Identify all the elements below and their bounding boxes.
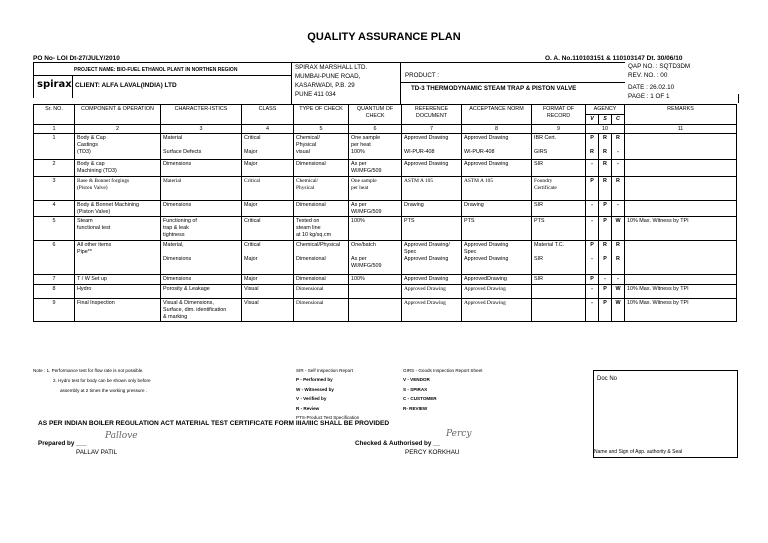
cell-c: R R xyxy=(612,241,625,275)
column-number-row xyxy=(34,124,737,134)
cell-fmt: Material T.C. SIR xyxy=(532,241,586,275)
cell-v: - xyxy=(586,299,599,322)
col-header-class: CLASS xyxy=(242,105,294,125)
prepared-name: PALLAV PATIL xyxy=(76,449,118,456)
cell-char: Functioning of trap & leak tightness xyxy=(161,217,242,241)
col-header-acceptance: ACCEPTANCE NORM xyxy=(462,105,532,125)
cell-type: Chemical/Physical Dimensional xyxy=(294,241,349,275)
col-number: 10 xyxy=(586,124,625,134)
cell-qty: 100% xyxy=(349,217,402,241)
table-row xyxy=(34,299,737,322)
cell-fmt: SIR xyxy=(532,275,586,285)
cell-fmt xyxy=(532,299,586,322)
cell-acc: Approved Drawing WI-PUR-408 xyxy=(462,134,532,160)
cell-comp: Steam functional test xyxy=(75,217,161,241)
col-number: 9 xyxy=(532,124,586,134)
vendor-road: MUMBAI-PUNE ROAD, xyxy=(295,73,361,80)
cell-acc: PTS xyxy=(462,217,532,241)
cell-char: Dimensions xyxy=(161,275,242,285)
client-name: CLIENT: ALFA LAVAL(INDIA) LTD xyxy=(75,82,177,89)
col-header-characteristics: CHARACTER-ISTICS xyxy=(161,105,242,125)
col-number: 11 xyxy=(625,124,737,134)
cell-comp: All other items Pipe** xyxy=(75,241,161,275)
product-name: TD-3 THERMODYNAMIC STEAM TRAP & PISTON VALVE xyxy=(411,85,577,92)
table-row xyxy=(34,200,737,217)
col-number: 1 xyxy=(34,124,75,134)
cell-sr: 7 xyxy=(34,275,75,285)
cell-cls: Critical Major xyxy=(242,241,294,275)
page-number: PAGE : 1 OF 1 xyxy=(628,93,670,100)
cell-fmt: PTS xyxy=(532,217,586,241)
legend-spirax: S - SPIRAX xyxy=(403,386,428,392)
cell-s: P xyxy=(599,200,612,217)
cell-s: R P xyxy=(599,241,612,275)
cell-fmt: Foundry Certificate xyxy=(532,176,586,200)
cell-ref: Approved Drawing/ Spec Approved Drawing xyxy=(402,241,462,275)
col-header-c: C xyxy=(612,114,625,124)
legend-sir: SIR - Self Inspection Report xyxy=(296,368,353,373)
cell-type: Dimensional xyxy=(294,200,349,217)
cell-cls: Visual xyxy=(242,285,294,299)
cell-v: - xyxy=(586,217,599,241)
header-left xyxy=(33,62,292,98)
cell-c: W xyxy=(612,217,625,241)
spirax-logo: spirax xyxy=(37,79,72,90)
cell-comp: Hydro xyxy=(75,285,161,299)
cell-acc: ASTM A 105 xyxy=(462,176,532,200)
note-2: 2. Hydro test for body can be shown only before xyxy=(53,378,151,383)
cell-sr: 4 xyxy=(34,200,75,217)
cell-ref: Approved Drawing WI-PUR-408 xyxy=(402,134,462,160)
cell-type: Dimensional xyxy=(294,160,349,177)
cell-fmt: IBR Cert. GIRS xyxy=(532,134,586,160)
cell-qty: One/batch As per WI/MFG/509 xyxy=(349,241,402,275)
cell-qty: 100% xyxy=(349,275,402,285)
col-number: 2 xyxy=(75,124,161,134)
legend-r: R - Review xyxy=(296,405,320,411)
cell-acc: Approved Drawing xyxy=(462,285,532,299)
table-row xyxy=(34,217,737,241)
cell-comp: Body & Cap Castings (TD3) xyxy=(75,134,161,160)
cell-cls: Major xyxy=(242,275,294,285)
legend-v: V - Verified by xyxy=(296,396,327,402)
cell-comp: Final Inspection xyxy=(75,299,161,322)
table-header xyxy=(34,105,737,115)
cell-rem: 10% Max. Witness by TPI xyxy=(625,299,737,322)
cell-type: Dimensional xyxy=(294,299,349,322)
col-header-v: V xyxy=(586,114,599,124)
vendor-name: SPIRAX MARSHALL LTD. xyxy=(295,64,368,71)
col-number: 3 xyxy=(161,124,242,134)
prepared-signature: Pallove xyxy=(105,431,138,441)
cell-s: R R xyxy=(599,134,612,160)
legend-girs: GIRS - Goods Inspection Report Sheet xyxy=(403,368,483,373)
table-row xyxy=(34,176,737,200)
table-row xyxy=(34,285,737,299)
legend-left xyxy=(296,366,359,422)
col-number: 5 xyxy=(294,124,349,134)
product-label: PRODUCT : xyxy=(405,72,439,79)
cell-cls: Critical Major xyxy=(242,134,294,160)
cell-c: R - xyxy=(612,134,625,160)
cell-fmt xyxy=(532,285,586,299)
legend-w: W - Witnessed by xyxy=(296,386,334,392)
cell-v: P xyxy=(586,275,599,285)
cell-sr: 1 xyxy=(34,134,75,160)
legend-vendor: V - VENDOR xyxy=(403,377,430,383)
cell-c: - xyxy=(612,275,625,285)
legend-right xyxy=(403,366,482,413)
vendor-city: PUNE 411 034 xyxy=(295,91,336,98)
col-header-reference: REFERENCE DOCUMENT xyxy=(402,105,462,125)
cell-qty xyxy=(349,285,402,299)
qap-date: DATE : 26.02.10 xyxy=(628,84,675,91)
col-header-agency: AGENCY xyxy=(586,105,625,115)
table-row xyxy=(34,275,737,285)
doc-no-box xyxy=(593,370,738,458)
legend-customer: C - CUSTOMER xyxy=(403,396,437,402)
qa-table xyxy=(33,104,737,322)
cell-sr: 9 xyxy=(34,299,75,322)
cell-char: Visual & Dimensions, Surface, dim. identification & marking xyxy=(161,299,242,322)
legend-review: R- REVIEW xyxy=(403,405,428,411)
note-1: Note : 1. Performance test for flow rate is not possible. xyxy=(33,368,144,373)
cell-qty: One sample per heat xyxy=(349,176,402,200)
cell-cls: Major xyxy=(242,160,294,177)
checked-signature: Percy xyxy=(446,429,472,439)
cell-s: P xyxy=(599,217,612,241)
notes-left xyxy=(33,366,151,396)
cell-acc: ApprovedDrawing xyxy=(462,275,532,285)
cell-type: Chemical/ Physical visual xyxy=(294,134,349,160)
cell-acc: Approved Drawing xyxy=(462,160,532,177)
col-header-quantum: QUANTUM OF CHECK xyxy=(349,105,402,125)
cell-rem xyxy=(625,241,737,275)
cell-ref: Approved Drawing xyxy=(402,285,462,299)
cell-c: W xyxy=(612,299,625,322)
col-header-type: TYPE OF CHECK xyxy=(294,105,349,125)
cell-ref: Approved Drawing xyxy=(402,299,462,322)
cell-comp: Base & Bonnet forgings (Piston Valve) xyxy=(75,176,161,200)
cell-s: P xyxy=(599,299,612,322)
cell-cls: Visual xyxy=(242,299,294,322)
cell-rem xyxy=(625,160,737,177)
cell-type: Dimensional xyxy=(294,285,349,299)
cell-fmt: SIR xyxy=(532,200,586,217)
col-number: 4 xyxy=(242,124,294,134)
cell-cls: Critical xyxy=(242,176,294,200)
cell-char: Material Surface Defects xyxy=(161,134,242,160)
cell-char: Material xyxy=(161,176,242,200)
cell-acc: Drawing xyxy=(462,200,532,217)
product-block xyxy=(401,62,625,105)
cell-char: Material, Dimensions xyxy=(161,241,242,275)
cell-qty: As per WI/MFG/509 xyxy=(349,200,402,217)
cell-v: - xyxy=(586,285,599,299)
col-header-component: COMPONENT & OPERATION xyxy=(75,105,161,125)
cell-sr: 5 xyxy=(34,217,75,241)
cell-v: P R xyxy=(586,134,599,160)
cell-char: Dimensions xyxy=(161,160,242,177)
doc-no-label: Doc No xyxy=(597,376,618,382)
col-number: 8 xyxy=(462,124,532,134)
cell-fmt: SIR xyxy=(532,160,586,177)
cell-s: - xyxy=(599,275,612,285)
margin-mark xyxy=(738,94,739,103)
cell-rem xyxy=(625,275,737,285)
col-header-s: S xyxy=(599,114,612,124)
table-row xyxy=(34,134,737,160)
cell-comp: Body & Bonnet Machining (Piston Valve) xyxy=(75,200,161,217)
cell-ref: Approved Drawing xyxy=(402,275,462,285)
oa-number: O. A. No.110103151 & 110103147 Dt. 30/06/10 xyxy=(545,55,683,62)
cell-ref: PTS xyxy=(402,217,462,241)
cell-cls: Major xyxy=(242,200,294,217)
cell-v: - xyxy=(586,160,599,177)
cell-sr: 3 xyxy=(34,176,75,200)
cell-c: - xyxy=(612,200,625,217)
legend-p: P - Performed by xyxy=(296,377,333,383)
checked-by-label: Checked & Authorised by __ xyxy=(355,440,441,447)
cell-ref: ASTM A 105 xyxy=(402,176,462,200)
cell-type: Texted on steam line at 10 kg/sq.cm xyxy=(294,217,349,241)
po-number: PO No- LOI Dt-27/JULY/2010 xyxy=(33,55,120,62)
rev-no: REV. NO. : 00 xyxy=(628,72,668,79)
cell-s: P xyxy=(599,285,612,299)
qap-no: QAP NO. : SQTD3DM xyxy=(628,63,691,70)
cell-sr: 6 xyxy=(34,241,75,275)
col-number: 7 xyxy=(402,124,462,134)
cell-ref: Approved Drawing xyxy=(402,160,462,177)
vendor-address xyxy=(291,62,401,104)
cell-rem: 10% Max. Witness by TPI xyxy=(625,217,737,241)
col-number: 6 xyxy=(349,124,402,134)
cell-qty: As per WI/MFG/509 xyxy=(349,160,402,177)
page-title: QUALITY ASSURANCE PLAN xyxy=(307,31,461,43)
authority-label: Name and Sign of App. authority & Seal xyxy=(594,449,683,455)
cell-v: P - xyxy=(586,241,599,275)
cell-s: R xyxy=(599,176,612,200)
ibr-statement: AS PER INDIAN BOILER REGULATION ACT MATERIAL TEST CERTIFICATE FORM IIIA/IIIC SHALL BE PROVIDED xyxy=(38,420,390,427)
cell-v: - xyxy=(586,200,599,217)
cell-sr: 2 xyxy=(34,160,75,177)
col-header-sr: Sr. NO. xyxy=(34,105,75,125)
project-name: PROJECT NAME: BIO-FUEL ETHANOL PLANT IN NORTHEN REGION xyxy=(74,67,238,73)
cell-v: P xyxy=(586,176,599,200)
cell-c: R xyxy=(612,176,625,200)
cell-rem xyxy=(625,200,737,217)
cell-cls: Critical xyxy=(242,217,294,241)
cell-comp: Body & cap Machining (TD3) xyxy=(75,160,161,177)
cell-acc: Approved Drawing xyxy=(462,299,532,322)
cell-comp: T / W Set up xyxy=(75,275,161,285)
qap-info xyxy=(628,62,690,101)
cell-c: W xyxy=(612,285,625,299)
prepared-by-label: Prepared by ___ xyxy=(38,440,87,447)
cell-sr: 8 xyxy=(34,285,75,299)
cell-rem xyxy=(625,134,737,160)
cell-c: - xyxy=(612,160,625,177)
col-header-format: FORMAT OF RECORD xyxy=(532,105,586,125)
cell-rem xyxy=(625,176,737,200)
cell-char: Porosity & Leakage xyxy=(161,285,242,299)
cell-ref: Drawing xyxy=(402,200,462,217)
cell-type: Dimensional xyxy=(294,275,349,285)
cell-rem: 10% Max. Witness by TPI xyxy=(625,285,737,299)
cell-type: Chemical/ Physical xyxy=(294,176,349,200)
cell-s: R xyxy=(599,160,612,177)
legend-pts: PTS-Product Test Specification xyxy=(296,415,360,421)
cell-char: Dimensions xyxy=(161,200,242,217)
table-row xyxy=(34,160,737,177)
vendor-place: KASARWADI, P.B. 29 xyxy=(295,82,355,89)
cell-qty: One sample per heat 100% xyxy=(349,134,402,160)
table-row xyxy=(34,241,737,275)
cell-qty xyxy=(349,299,402,322)
checked-name: PERCY KORKHAU xyxy=(405,449,460,456)
cell-acc: Approved Drawing Spec Approved Drawing xyxy=(462,241,532,275)
note-3: assembly at 2 times the working pressure . xyxy=(60,388,148,393)
col-header-remarks: REMARKS xyxy=(625,105,737,125)
